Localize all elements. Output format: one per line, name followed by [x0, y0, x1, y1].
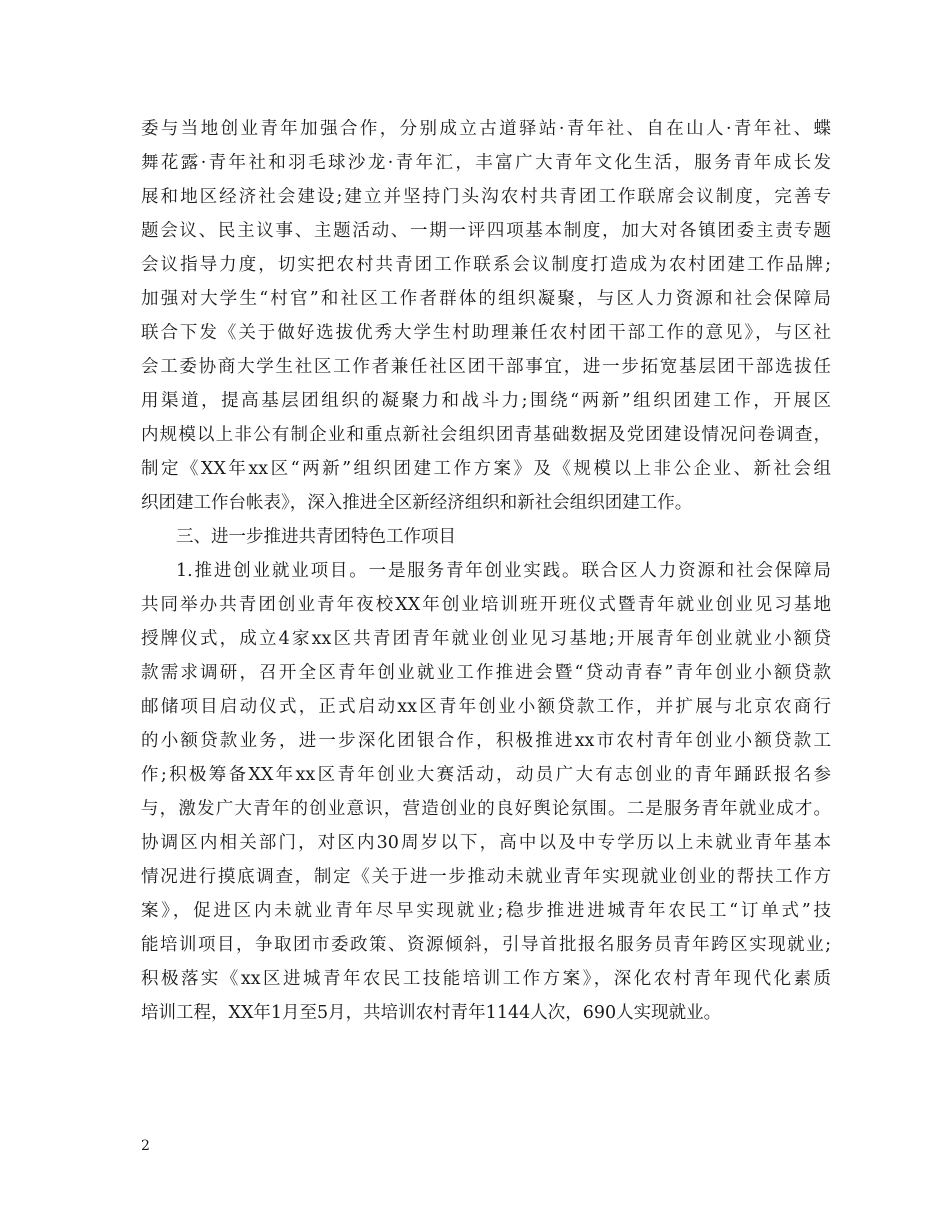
- paragraph-line: 展和地区经济社会建设;建立并坚持门头沟农村共青团工作联席会议制度，完善专: [141, 187, 831, 207]
- paragraph-line: 邮储项目启动仪式，正式启动xx区青年创业小额贷款工作，并扩展与北京农商行: [141, 697, 831, 717]
- paragraph-line: 授牌仪式，成立4家xx区共青团青年就业创业见习基地;开展青年创业就业小额贷: [141, 629, 831, 649]
- paragraph-line: 作;积极筹备XX年xx区青年创业大赛活动，动员广大有志创业的青年踊跃报名参: [141, 765, 831, 785]
- paragraph-line: 款需求调研，召开全区青年创业就业工作推进会暨“贷动青春”青年创业小额贷款: [141, 663, 831, 683]
- paragraph-line: 联合下发《关于做好选拔优秀大学生村助理兼任农村团干部工作的意见》，与区社: [141, 323, 831, 343]
- paragraph-line: 与，激发广大青年的创业意识，营造创业的良好舆论氛围。二是服务青年就业成才。: [141, 799, 831, 819]
- paragraph-line: 用渠道，提高基层团组织的凝聚力和战斗力;围绕“两新”组织团建工作，开展区: [141, 391, 831, 411]
- paragraph-line: 会工委协商大学生社区工作者兼任社区团干部事宜，进一步拓宽基层团干部选拔任: [141, 357, 831, 377]
- paragraph-line: 制定《XX年xx区“两新”组织团建工作方案》及《规模以上非公企业、新社会组: [141, 459, 831, 479]
- paragraph-line: 共同举办共青团创业青年夜校XX年创业培训班开班仪式暨青年就业创业见习基地: [141, 595, 831, 615]
- paragraph-line: 协调区内相关部门，对区内30周岁以下，高中以及中专学历以上未就业青年基本: [141, 833, 831, 853]
- paragraph-line: 舞花露·青年社和羽毛球沙龙·青年汇，丰富广大青年文化生活，服务青年成长发: [141, 153, 831, 173]
- paragraph-line: 能培训项目，争取团市委政策、资源倾斜，引导首批报名服务员青年跨区实现就业;: [141, 935, 831, 955]
- paragraph-line: 委与当地创业青年加强合作，分别成立古道驿站·青年社、自在山人·青年社、蝶: [141, 119, 831, 139]
- document-body: [141, 112, 831, 1030]
- page-number: 2: [141, 1138, 150, 1154]
- paragraph-line: 案》，促进区内未就业青年尽早实现就业;稳步推进进城青年农民工“订单式”技: [141, 901, 831, 921]
- paragraph-line: 情况进行摸底调查，制定《关于进一步推动未就业青年实现就业创业的帮扶工作方: [141, 867, 831, 887]
- paragraph-line: 1.推进创业就业项目。一是服务青年创业实践。联合区人力资源和社会保障局: [176, 561, 831, 581]
- paragraph-line: 内规模以上非公有制企业和重点新社会组织团青基础数据及党团建设情况问卷调查，: [141, 425, 831, 445]
- paragraph-line: 积极落实《xx区进城青年农民工技能培训工作方案》，深化农村青年现代化素质: [141, 969, 831, 989]
- paragraph-line: 题会议、民主议事、主题活动、一期一评四项基本制度，加大对各镇团委主责专题: [141, 221, 831, 241]
- section-heading: 三、进一步推进共青团特色工作项目: [176, 527, 456, 547]
- paragraph-line: 培训工程，XX年1月至5月，共培训农村青年1144人次，690人实现就业。: [141, 1003, 722, 1023]
- paragraph-line: 会议指导力度，切实把农村共青团工作联系会议制度打造成为农村团建工作品牌;: [141, 255, 831, 275]
- paragraph-line: 的小额贷款业务，进一步深化团银合作，积极推进xx市农村青年创业小额贷款工: [141, 731, 831, 751]
- paragraph-line: 加强对大学生“村官”和社区工作者群体的组织凝聚，与区人力资源和社会保障局: [141, 289, 831, 309]
- paragraph-line: 织团建工作台帐表》，深入推进全区新经济组织和新社会组织团建工作。: [141, 493, 693, 513]
